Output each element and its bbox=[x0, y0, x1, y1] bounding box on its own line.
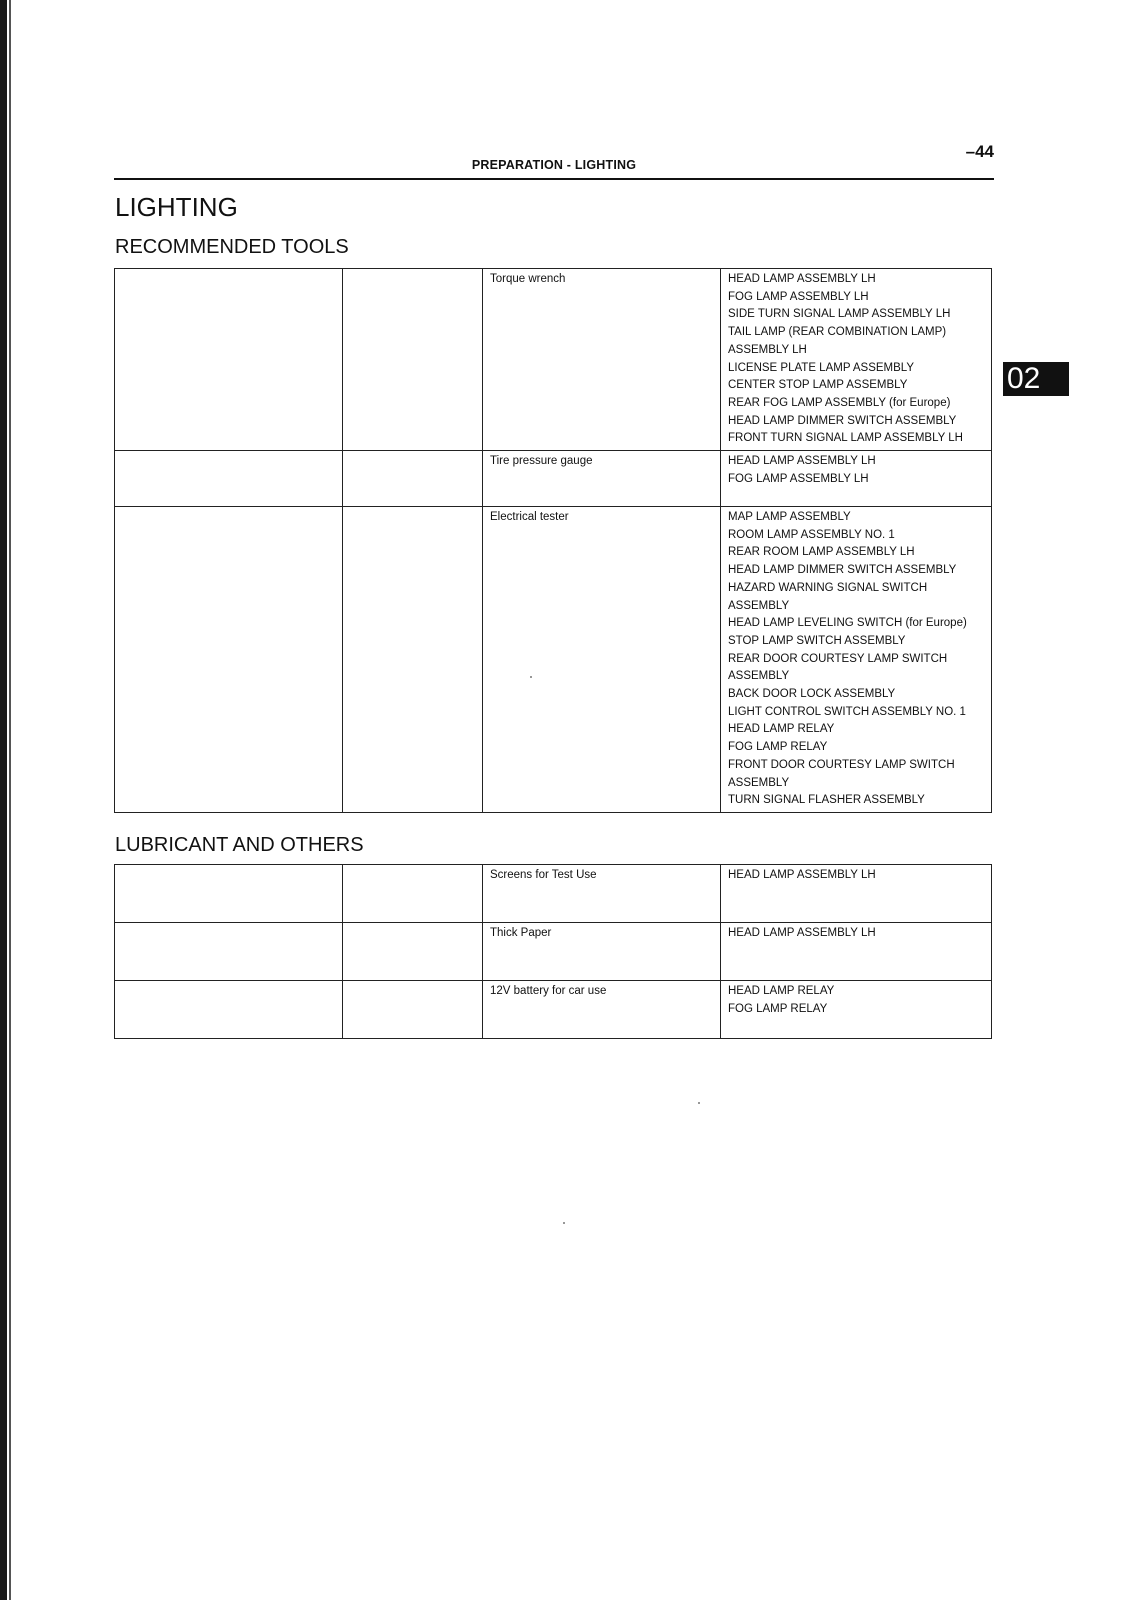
item-name: Thick Paper bbox=[490, 927, 552, 939]
applies-to-item: FRONT TURN SIGNAL LAMP ASSEMBLY LH bbox=[728, 432, 963, 445]
tool-name-cell bbox=[483, 507, 721, 813]
applies-to-item: HAZARD WARNING SIGNAL SWITCH bbox=[728, 581, 928, 594]
tool-part-number-cell bbox=[343, 451, 483, 507]
applies-to-list bbox=[721, 865, 991, 887]
applies-to-item: MAP LAMP ASSEMBLY bbox=[728, 511, 851, 524]
applies-to-item: ASSEMBLY bbox=[728, 776, 790, 789]
applies-to-item: REAR ROOM LAMP ASSEMBLY LH bbox=[728, 546, 915, 559]
running-header bbox=[114, 140, 994, 180]
tool-name: Electrical tester bbox=[490, 511, 569, 524]
applies-to-item: STOP LAMP SWITCH ASSEMBLY bbox=[728, 634, 906, 647]
table-row bbox=[115, 923, 992, 981]
page-number: –44 bbox=[965, 142, 994, 161]
item-name: 12V battery for car use bbox=[490, 985, 607, 997]
applies-to-item: REAR FOG LAMP ASSEMBLY (for Europe) bbox=[728, 396, 951, 409]
applies-to-item: HEAD LAMP DIMMER SWITCH ASSEMBLY bbox=[728, 564, 957, 577]
recommended-tools-heading: RECOMMENDED TOOLS bbox=[115, 236, 349, 258]
tool-name: Tire pressure gauge bbox=[490, 455, 593, 468]
tool-name-cell bbox=[483, 451, 721, 507]
applies-to-item: HEAD LAMP RELAY bbox=[728, 985, 835, 997]
applies-to-cell bbox=[721, 269, 992, 451]
item-part-number-cell bbox=[343, 865, 483, 923]
table-row bbox=[115, 451, 992, 507]
applies-to-item: TAIL LAMP (REAR COMBINATION LAMP) bbox=[728, 326, 947, 339]
item-part-number-cell bbox=[343, 923, 483, 981]
applies-to-cell bbox=[721, 865, 992, 923]
applies-to-list bbox=[721, 269, 991, 450]
tool-name-cell bbox=[483, 269, 721, 451]
applies-to-list bbox=[721, 451, 991, 490]
applies-to-item: FOG LAMP ASSEMBLY LH bbox=[728, 472, 869, 485]
applies-to-item: LIGHT CONTROL SWITCH ASSEMBLY NO. 1 bbox=[728, 705, 966, 718]
applies-to-item: ROOM LAMP ASSEMBLY NO. 1 bbox=[728, 528, 895, 541]
applies-to-item: HEAD LAMP ASSEMBLY LH bbox=[728, 927, 876, 939]
table-row bbox=[115, 981, 992, 1039]
item-part-number-cell bbox=[343, 981, 483, 1039]
applies-to-item: ASSEMBLY LH bbox=[728, 343, 807, 356]
applies-to-item: FRONT DOOR COURTESY LAMP SWITCH bbox=[728, 758, 955, 771]
applies-to-item: ASSEMBLY bbox=[728, 670, 790, 683]
applies-to-cell bbox=[721, 507, 992, 813]
applies-to-item: HEAD LAMP DIMMER SWITCH ASSEMBLY bbox=[728, 414, 957, 427]
applies-to-item: HEAD LAMP ASSEMBLY LH bbox=[728, 455, 876, 468]
item-illustration-cell bbox=[115, 865, 343, 923]
section-label: PREPARATION - LIGHTING bbox=[471, 158, 637, 172]
item-name-cell bbox=[483, 923, 721, 981]
applies-to-item: FOG LAMP RELAY bbox=[728, 1002, 828, 1015]
applies-to-item: TURN SIGNAL FLASHER ASSEMBLY bbox=[728, 794, 925, 807]
applies-to-item: CENTER STOP LAMP ASSEMBLY bbox=[728, 379, 908, 392]
tool-illustration-cell bbox=[115, 507, 343, 813]
binding-edge bbox=[0, 0, 7, 1600]
item-illustration-cell bbox=[115, 923, 343, 981]
applies-to-list bbox=[721, 981, 991, 1020]
applies-to-item: SIDE TURN SIGNAL LAMP ASSEMBLY LH bbox=[728, 308, 951, 321]
scan-speck bbox=[563, 1222, 565, 1224]
lubricant-and-others-table bbox=[114, 864, 992, 1039]
table-row bbox=[115, 269, 992, 451]
applies-to-item: HEAD LAMP RELAY bbox=[728, 723, 835, 736]
item-name: Screens for Test Use bbox=[490, 869, 597, 881]
applies-to-item: FOG LAMP ASSEMBLY LH bbox=[728, 290, 869, 303]
applies-to-list bbox=[721, 923, 991, 945]
tool-illustration-cell bbox=[115, 451, 343, 507]
tool-illustration-cell bbox=[115, 269, 343, 451]
applies-to-cell bbox=[721, 981, 992, 1039]
applies-to-item: HEAD LAMP ASSEMBLY LH bbox=[728, 273, 876, 285]
applies-to-item: HEAD LAMP LEVELING SWITCH (for Europe) bbox=[728, 617, 967, 630]
item-name-cell bbox=[483, 981, 721, 1039]
tool-part-number-cell bbox=[343, 507, 483, 813]
applies-to-cell bbox=[721, 451, 992, 507]
applies-to-item: FOG LAMP RELAY bbox=[728, 741, 828, 754]
applies-to-item: REAR DOOR COURTESY LAMP SWITCH bbox=[728, 652, 948, 665]
item-name-cell bbox=[483, 865, 721, 923]
scan-speck bbox=[530, 676, 532, 678]
tool-name: Torque wrench bbox=[490, 273, 566, 285]
applies-to-item: LICENSE PLATE LAMP ASSEMBLY bbox=[728, 361, 914, 374]
applies-to-item: HEAD LAMP ASSEMBLY LH bbox=[728, 869, 876, 881]
table-row bbox=[115, 507, 992, 813]
scan-speck bbox=[698, 1102, 700, 1104]
applies-to-item: ASSEMBLY bbox=[728, 599, 790, 612]
lubricant-and-others-heading: LUBRICANT AND OTHERS bbox=[115, 834, 364, 856]
applies-to-list bbox=[721, 507, 991, 812]
applies-to-cell bbox=[721, 923, 992, 981]
applies-to-item: BACK DOOR LOCK ASSEMBLY bbox=[728, 688, 896, 701]
page-title: LIGHTING bbox=[115, 192, 238, 222]
tool-part-number-cell bbox=[343, 269, 483, 451]
table-row bbox=[115, 865, 992, 923]
item-illustration-cell bbox=[115, 981, 343, 1039]
chapter-tab: 02 bbox=[1003, 362, 1069, 396]
recommended-tools-table bbox=[114, 268, 992, 813]
